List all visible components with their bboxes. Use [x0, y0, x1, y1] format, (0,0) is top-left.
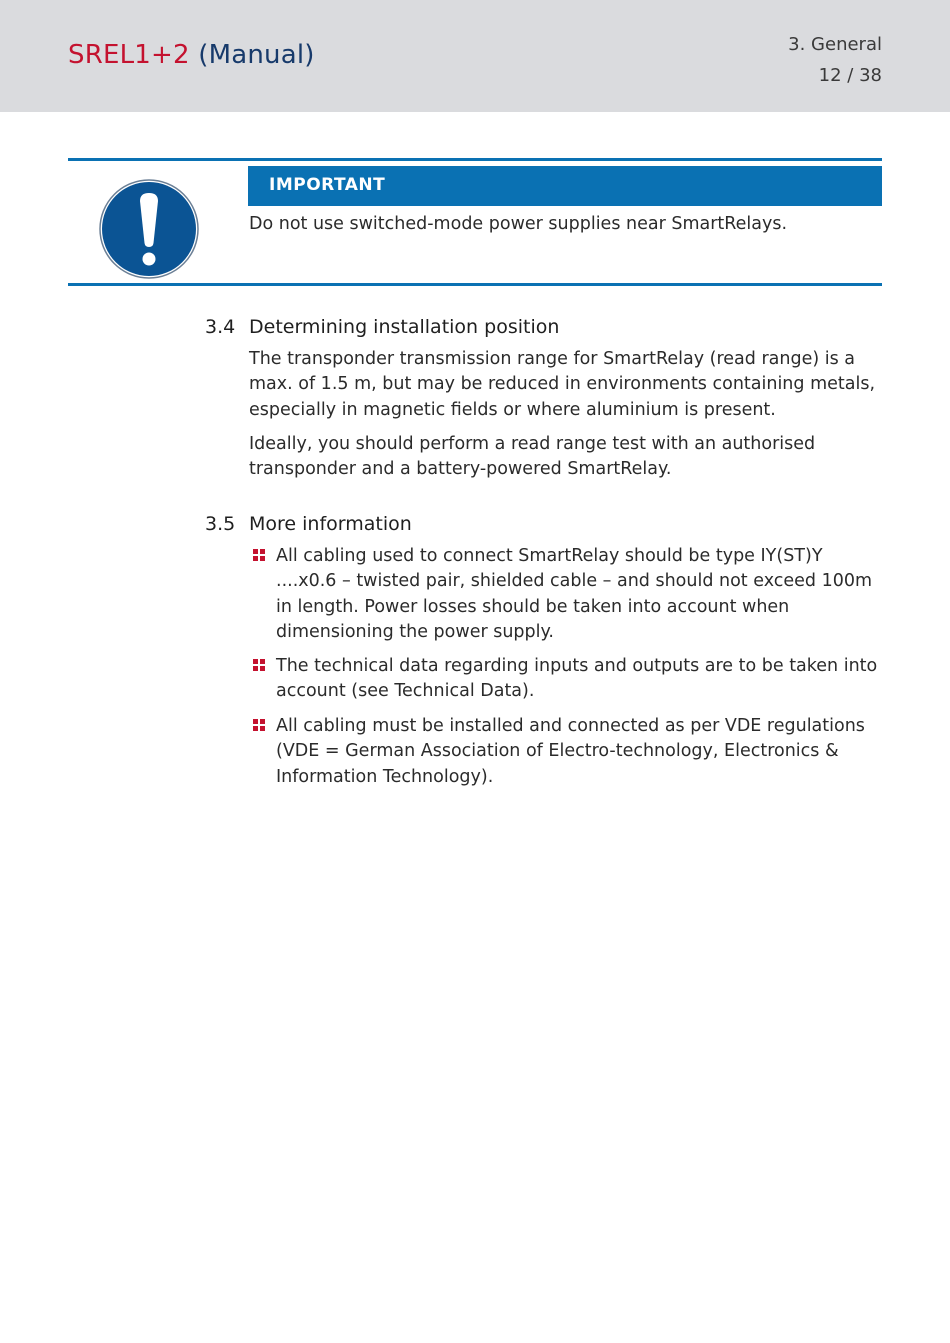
bullet-icon [253, 659, 267, 673]
notice-top-rule [68, 158, 882, 161]
list-item: The technical data regarding inputs and outputs are to be taken into account (see Technical Data). [276, 656, 878, 702]
page-header [0, 0, 950, 112]
section-number: 3.4 [205, 316, 236, 338]
list-item: All cabling must be installed and connected as per VDE regulations (VDE = German Association of Electro-technology, Electronics & Information Technology). [276, 716, 865, 787]
document-title-model: SREL1+2 [68, 40, 190, 70]
notice-bottom-rule [68, 283, 882, 286]
notice-text: Do not use switched-mode power supplies near SmartRelays. [249, 214, 788, 234]
paragraph: Ideally, you should perform a read range test with an authorised transponder and a battery-powered SmartRelay. [249, 434, 816, 480]
section-title: More information [249, 513, 412, 535]
header-meta [788, 29, 882, 91]
section-number: 3.5 [205, 513, 236, 535]
list-item: All cabling used to connect SmartRelay should be type IY(ST)Y ....x0.6 – twisted pair, shielded cable – and should not exceed 100m in length. Power losses should be taken into account when dimensioning the power supply. [276, 546, 873, 642]
notice-heading-bar [248, 166, 882, 206]
bullet-icon [253, 549, 267, 563]
section-title: Determining installation position [249, 316, 560, 338]
page-number: 12 / 38 [818, 65, 882, 86]
exclamation-icon [99, 179, 199, 279]
paragraph: The transponder transmission range for SmartRelay (read range) is a max. of 1.5 m, but may be reduced in environments containing metals, especially in magnetic fields or where aluminium is present. [249, 349, 876, 420]
bullet-icon [253, 719, 267, 733]
notice-label: IMPORTANT [269, 175, 386, 195]
chapter-label: 3. General [788, 34, 882, 55]
document-title [68, 40, 315, 70]
document-title-suffix: (Manual) [198, 40, 315, 70]
